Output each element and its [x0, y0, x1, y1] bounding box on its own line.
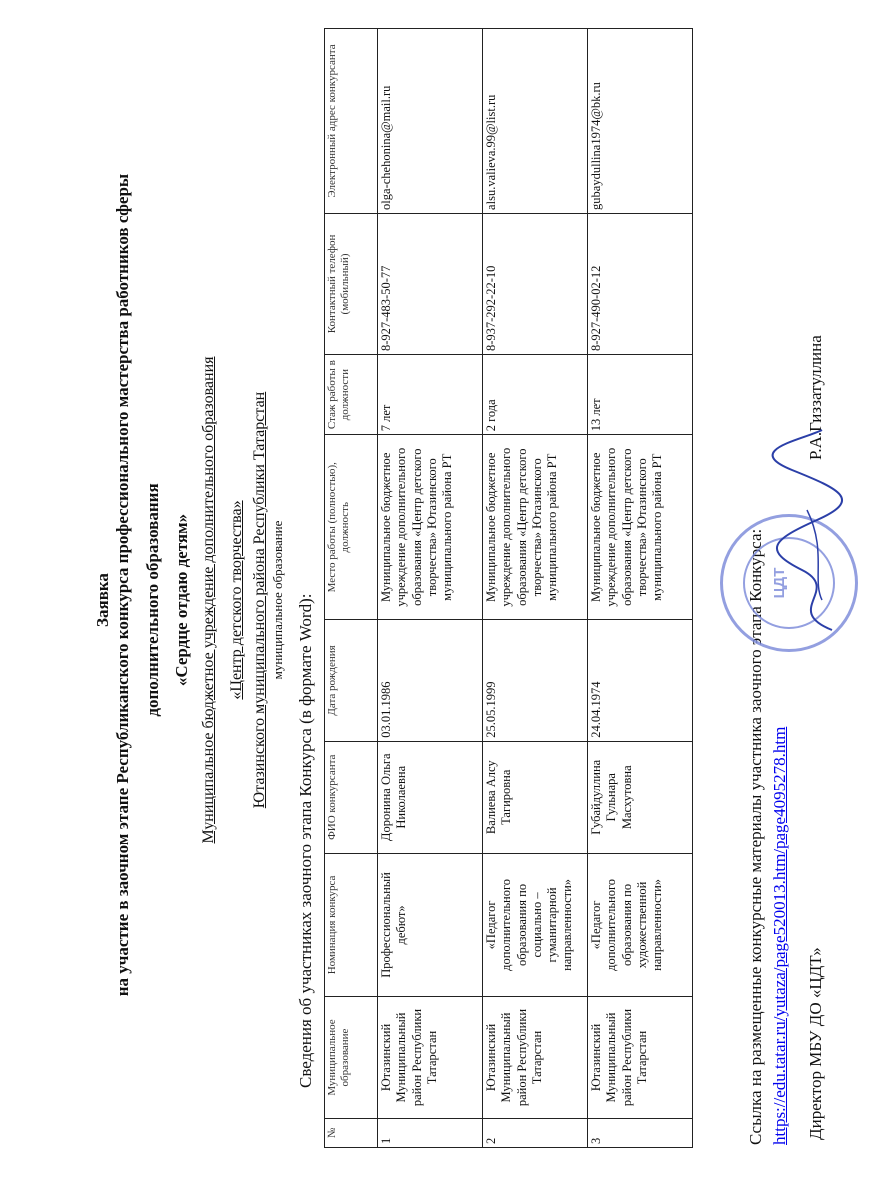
cell-municipality: Ютазинский Муниципальный район Республики Татарстан	[483, 997, 588, 1119]
director-signature	[762, 420, 852, 640]
cell-experience: 7 лет	[378, 355, 483, 435]
materials-link[interactable]: https://edu.tatar.ru/yutaza/page520013.htm/page4095278.htm	[770, 726, 789, 1145]
cell-email: olga-chehonina@mail.ru	[378, 29, 483, 214]
cell-full-name: Доронина Ольга Николаевна	[378, 741, 483, 853]
cell-workplace: Муниципальное бюджетное учреждение дополнительного образования «Центр детского творчества» Ютазинского муниципального района РТ	[483, 435, 588, 620]
participants-table	[324, 28, 693, 1148]
cell-birth-date: 03.01.1986	[378, 620, 483, 742]
cell-workplace: Муниципальное бюджетное учреждение дополнительного образования «Центр детского творчества» Ютазинского муниципального района РТ	[378, 435, 483, 620]
cell-municipality: Ютазинский Муниципальный район Республики Татарстан	[378, 997, 483, 1119]
table-row	[483, 29, 588, 1148]
header-birth-date: Дата рождения	[325, 620, 378, 742]
header-municipality: Муниципальное образование	[325, 997, 378, 1119]
cell-email: gubaydullina1974@bk.ru	[588, 29, 693, 214]
document-subtitle-line2: дополнительного образования	[143, 483, 162, 717]
table-row	[588, 29, 693, 1148]
organization-line2: «Центр детского творчества»	[228, 500, 245, 700]
cell-number: 1	[378, 1118, 483, 1147]
cell-birth-date: 25.05.1999	[483, 620, 588, 742]
organization-line1: Муниципальное бюджетное учреждение дополнительного образования	[200, 356, 217, 844]
cell-nomination: Профессиональный дебют»	[378, 853, 483, 997]
cell-email: alsu.valieva.99@list.ru	[483, 29, 588, 214]
cell-experience: 13 лет	[588, 355, 693, 435]
cell-workplace: Муниципальное бюджетное учреждение дополнительного образования «Центр детского творчества» Ютазинского муниципального района РТ	[588, 435, 693, 620]
header-full-name: ФИО конкурсанта	[325, 741, 378, 853]
cell-phone: 8-927-483-50-77	[378, 213, 483, 354]
stamp-text: ЦДТ	[771, 567, 788, 599]
cell-number: 2	[483, 1118, 588, 1147]
cell-phone: 8-937-292-22-10	[483, 213, 588, 354]
table-header-row	[325, 29, 378, 1148]
cell-nomination: «Педагог дополнительного образования по социально – гуманитарной направленности»	[483, 853, 588, 997]
header-email: Электронный адрес конкурсанта	[325, 29, 378, 214]
cell-full-name: Губайдуллина Гульнара Масхутовна	[588, 741, 693, 853]
director-title: Директор МБУ ДО «ЦДТ»	[806, 947, 825, 1140]
cell-municipality: Ютазинский Муниципальный район Республики Татарстан	[588, 997, 693, 1119]
cell-number: 3	[588, 1118, 693, 1147]
header-number: №	[325, 1118, 378, 1147]
cell-birth-date: 24.04.1974	[588, 620, 693, 742]
cell-full-name: Валиева Алсу Тагировна	[483, 741, 588, 853]
cell-experience: 2 года	[483, 355, 588, 435]
header-nomination: Номинация конкурса	[325, 853, 378, 997]
table-row	[378, 29, 483, 1148]
materials-link-label: Ссылка на размещенные конкурсные материалы участника заочного этапа Конкурса:	[746, 528, 765, 1145]
director-name: Р.А.Гиззатуллина	[806, 335, 825, 460]
cell-phone: 8-927-490-02-12	[588, 213, 693, 354]
header-workplace: Место работы (полностью), должность	[325, 435, 378, 620]
document-title: Заявка	[93, 573, 112, 627]
table-title: Сведения об участниках заочного этапа Конкурса (в формате Word):	[296, 593, 315, 1088]
contest-name: «Сердце отдаю детям»	[172, 513, 191, 687]
document-subtitle-line1: на участие в заочном этапе Республиканского конкурса профессионального мастерства работников сферы	[113, 173, 132, 997]
header-experience: Стаж работы в должности	[325, 355, 378, 435]
cell-nomination: «Педагог дополнительного образования по художественной направленности»	[588, 853, 693, 997]
organization-caption: муниципальное образование	[270, 520, 285, 680]
organization-line3: Ютазинского муниципального района Республики Татарстан	[251, 391, 268, 809]
header-phone: Контактный телефон (мобильный)	[325, 213, 378, 354]
